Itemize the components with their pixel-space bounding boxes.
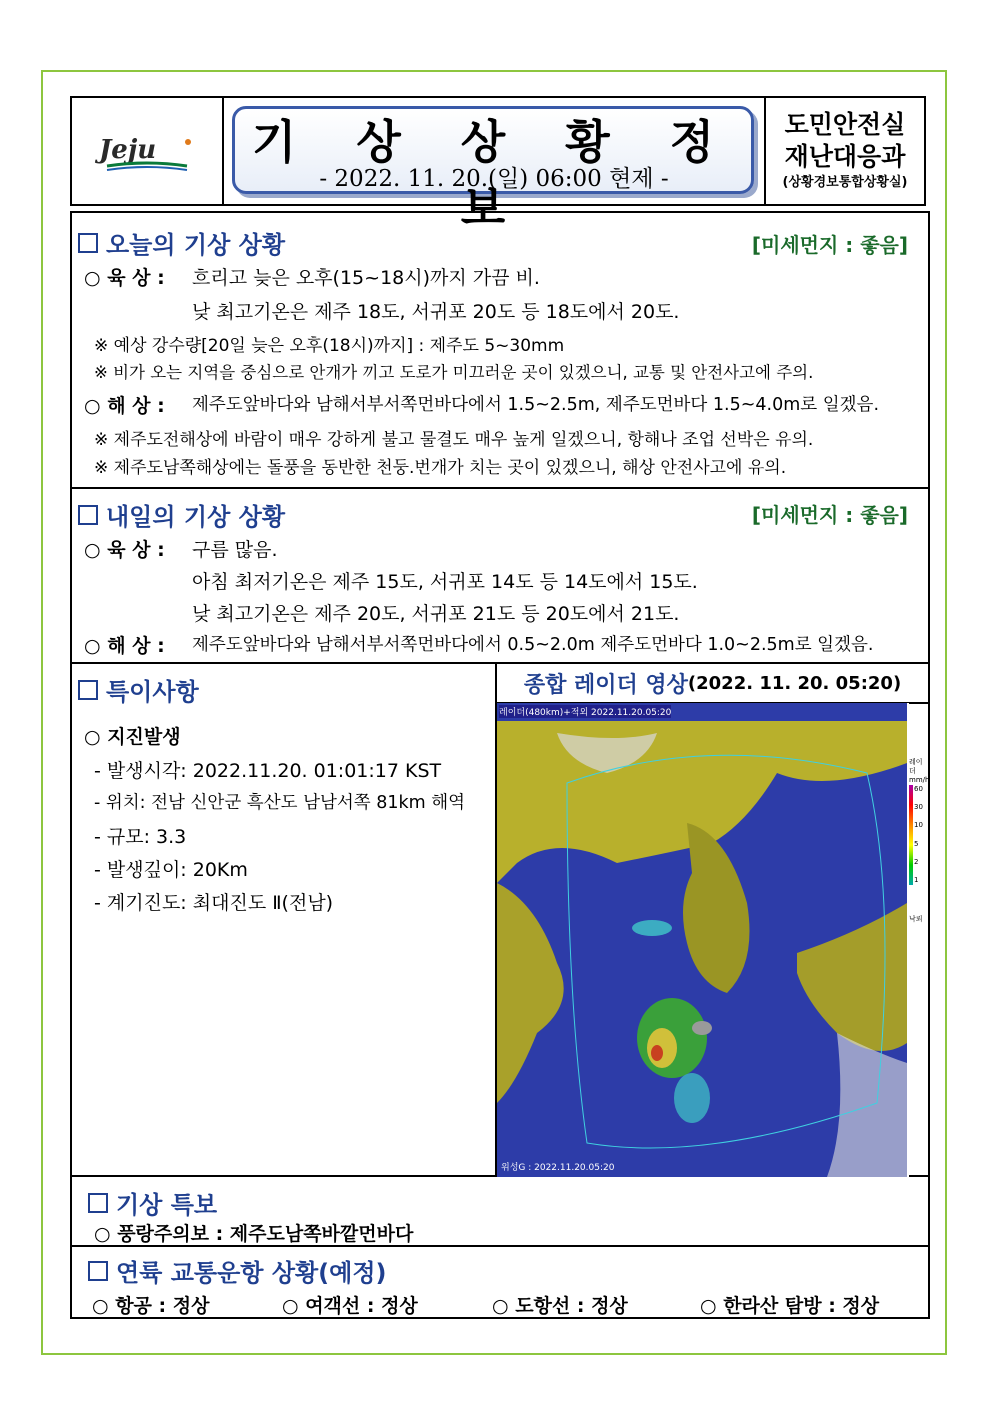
legend-value: 30 [914, 803, 923, 812]
radar-image [497, 703, 909, 1177]
warning-heading [88, 1185, 217, 1220]
report-header [70, 96, 926, 235]
tomorrow-sea-line1: 제주도앞바다와 남해서부서쪽먼바다에서 0.5~2.0m 제주도먼바다 1.0~2.5m로 일겠음. [192, 635, 874, 655]
today-note2: ※ 비가 오는 지역을 중심으로 안개가 끼고 도로가 미끄러운 곳이 있겠으니, 교통 및 안전사고에 주의. [94, 363, 814, 382]
quake-item: - 규모: 3.3 [94, 826, 187, 848]
tomorrow-sea-label: ○ 해 상 : [84, 635, 165, 657]
legend-title: 레이더 [909, 758, 923, 775]
legend-value: 10 [914, 821, 923, 830]
tomorrow-land-line3: 낮 최고기온은 제주 20도, 서귀포 21도 등 20도에서 21도. [192, 603, 680, 625]
radar-title-bar [497, 664, 928, 704]
checkbox-icon [78, 680, 98, 700]
today-land-line2: 낮 최고기온은 제주 18도, 서귀포 20도 등 18도에서 20도. [192, 301, 680, 323]
dept-line2: 재난대응과 [784, 142, 906, 171]
department [764, 98, 924, 204]
special-heading-text: 특이사항 [106, 678, 199, 706]
quake-title: ○ 지진발생 [84, 726, 181, 748]
today-heading-text: 오늘의 기상 상황 [106, 231, 285, 259]
legend-value: 1 [914, 875, 919, 884]
report-date: - 2022. 11. 20.(일) 06:00 현제 - [319, 166, 669, 192]
legend-unit: mm/h [909, 776, 930, 784]
radar-title: 종합 레이더 영상 [523, 672, 688, 698]
today-sea-label: ○ 해 상 : [84, 395, 165, 417]
today-land-line1: 흐리고 늦은 오후(15~18시)까지 가끔 비. [192, 267, 540, 289]
dept-line3: (상황경보통합상황실) [782, 175, 908, 190]
special-heading [78, 672, 199, 707]
quake-item: - 계기진도: 최대진도 Ⅱ(전남) [94, 892, 334, 914]
tomorrow-land-label: ○ 육 상 : [84, 539, 165, 561]
checkbox-icon [78, 233, 98, 253]
warning-heading-text: 기상 특보 [116, 1191, 218, 1219]
title-box [224, 98, 764, 235]
tomorrow-heading-text: 내일의 기상 상황 [106, 503, 285, 531]
legend-extra: 낙뢰 [909, 915, 923, 923]
traffic-heading-text: 연륙 교통운항 상황(예정) [116, 1259, 387, 1287]
traffic-section [72, 1247, 928, 1319]
jeju-logo-icon [87, 126, 207, 176]
radar-time: (2022. 11. 20. 05:20) [687, 672, 902, 694]
tomorrow-section [72, 489, 928, 664]
quake-item: - 위치: 전남 신안군 흑산도 남남서쪽 81km 해역 [94, 793, 466, 813]
traffic-item-island-ferry: ○ 도항선 : 정상 [492, 1295, 628, 1317]
jeju-logo [72, 98, 224, 204]
legend-value: 5 [914, 839, 919, 848]
today-section [72, 213, 928, 489]
today-heading [78, 225, 285, 260]
warning-section [72, 1177, 928, 1247]
checkbox-icon [88, 1193, 108, 1213]
tomorrow-dust: [미세먼지 : 좋음] [751, 503, 908, 527]
jeju-logo-text: Jeju [99, 135, 157, 165]
report-body [70, 211, 930, 1319]
legend-value: 2 [914, 857, 919, 866]
tomorrow-land-line1: 구름 많음. [192, 539, 278, 561]
radar-caption-top: 레이더(480km)+적외 2022.11.20.05:20 [499, 705, 671, 718]
radar-caption-bottom: 위성G : 2022.11.20.05:20 [501, 1163, 615, 1173]
traffic-item-hallasan: ○ 한라산 탐방 : 정상 [700, 1295, 880, 1317]
radar-legend [909, 758, 929, 924]
quake-item: - 발생시각: 2022.11.20. 01:01:17 KST [94, 760, 442, 782]
today-note4: ※ 제주도남쪽해상에는 돌풍을 동반한 천둥.번개가 치는 곳이 있겠으니, 해상 안전사고에 유의. [94, 458, 787, 478]
today-dust: [미세먼지 : 좋음] [751, 233, 908, 257]
quake-item: - 발생깊이: 20Km [94, 859, 248, 881]
dept-line1: 도민안전실 [784, 110, 906, 139]
checkbox-icon [88, 1261, 108, 1281]
traffic-item-air: ○ 항공 : 정상 [92, 1295, 210, 1317]
today-note3: ※ 제주도전해상에 바람이 매우 강하게 불고 물결도 매우 높게 일겠으니, 항해나 조업 선박은 유의. [94, 430, 814, 450]
tomorrow-land-line2: 아침 최저기온은 제주 15도, 서귀포 14도 등 14도에서 15도. [192, 571, 698, 593]
traffic-item-ferry: ○ 여객선 : 정상 [282, 1295, 418, 1317]
today-sea-line1: 제주도앞바다와 남해서부서쪽먼바다에서 1.5~2.5m, 제주도먼바다 1.5~4.0m로 일겠음. [192, 395, 880, 415]
legend-value: 60 [914, 785, 923, 793]
page-title: 기 상 상 황 정 보 [251, 115, 737, 235]
today-land-label: ○ 육 상 : [84, 267, 165, 289]
today-note1: ※ 예상 강수량[20일 늦은 오후(18시)까지] : 제주도 5~30mm [94, 336, 565, 356]
tomorrow-heading [78, 497, 285, 532]
traffic-heading [88, 1253, 387, 1288]
checkbox-icon [78, 505, 98, 525]
warning-item: ○ 풍랑주의보 : 제주도남쪽바깥먼바다 [94, 1223, 414, 1245]
